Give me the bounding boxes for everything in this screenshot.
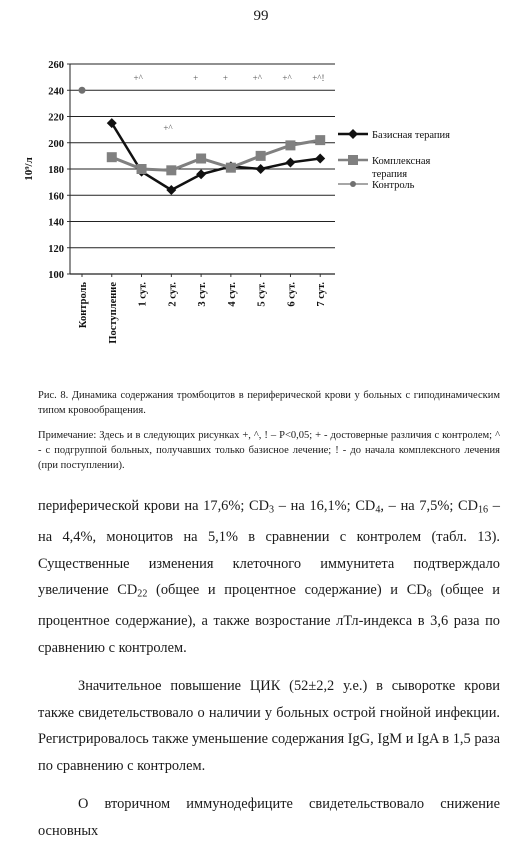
significance-mark-5: +^ [282, 73, 292, 83]
y-tick-label-140: 140 [48, 217, 64, 229]
legend-marker-0 [348, 129, 358, 139]
significance-mark-4: +^ [252, 73, 262, 83]
x-tick-label-1: Поступление [107, 282, 119, 344]
x-tick-label-4: 3 сут. [197, 282, 209, 307]
series-0-point-7 [315, 154, 325, 164]
x-tick-label-2: 1 сут. [137, 282, 149, 307]
series-1-point-0 [107, 152, 117, 162]
series-1-point-4 [226, 163, 236, 173]
p1-text-3: , – на 7,5%; CD [380, 498, 479, 514]
series-1-point-7 [315, 135, 325, 145]
series-line-0 [112, 123, 320, 190]
paragraph-3: О вторичном иммунодефиците свидетельствовало снижение основных [38, 796, 500, 839]
p1-text-1: периферической крови на 17,6%; CD [38, 498, 270, 514]
legend-label-0: Базисная терапия [372, 130, 450, 141]
significance-mark-6: +^! [312, 73, 325, 83]
x-tick-label-7: 6 сут. [286, 282, 298, 307]
legend-label-1-a: Комплексная [372, 156, 431, 167]
series-1-point-3 [196, 154, 206, 164]
x-tick-label-3: 2 сут. [167, 282, 179, 307]
series-0-point-5 [256, 164, 266, 174]
significance-mark-1: +^ [163, 123, 173, 133]
legend-marker-2 [350, 181, 356, 187]
figure-caption: Рис. 8. Динамика содержания тромбоцитов в периферической крови у больных с гиподинамическим типом кровообращения. [38, 390, 500, 416]
x-tick-label-0: Контроль [78, 282, 89, 329]
series-0-point-6 [285, 157, 295, 167]
p1-sub-cd16: 16 [478, 504, 489, 516]
series-1-point-2 [166, 165, 176, 175]
figure-note: Примечание: Здесь и в следующих рисунках +, ^, ! – P<0,05; + - достоверные различия с контролем; ^ - с подгруппой больных, получавших только базисное лечение; ! - до начала комплексного лечения (при поступлении). [38, 430, 500, 471]
legend-label-1-b: терапия [372, 169, 408, 180]
page-number: 99 [253, 8, 269, 24]
body-text [38, 493, 500, 844]
paragraph-2: Значительное повышение ЦИК (52±2,2 у.е.) в сыворотке крови также свидетельствовало о наличии у больных острой гнойной инфекции. Регистрировалось также уменьшение содержания IgG, IgM и IgA в 1,5 раза по сравнению с контролем. [38, 678, 500, 774]
y-tick-label-100: 100 [48, 270, 64, 281]
legend-label-2: Контроль [372, 180, 415, 191]
y-axis-label: 10⁹/л [23, 157, 35, 181]
p1-sub-cd4: 4 [375, 504, 381, 516]
y-tick-label-220: 220 [48, 112, 64, 124]
series-1-point-5 [256, 151, 266, 161]
p1-sub-cd8: 8 [426, 588, 432, 600]
series-2-point-0 [79, 87, 86, 94]
series-1-point-6 [285, 140, 295, 150]
p1-text-4: – на 4,4%, моноцитов на 5,1% в сравнении с контролем (табл. 13). Существенные изменения клеточного иммунитета подтверждало увеличение CD [38, 498, 500, 599]
y-tick-label-200: 200 [48, 138, 64, 150]
p1-text-5: (общее и процентное содержание) и CD [147, 582, 427, 599]
p1-sub-cd3: 3 [269, 504, 275, 516]
y-tick-label-180: 180 [48, 165, 64, 176]
platelet-dynamics-chart [0, 40, 522, 370]
p1-sub-cd22: 22 [137, 588, 148, 600]
p1-text-2: – на 16,1%; CD [274, 498, 376, 514]
paragraph-1 [38, 493, 500, 661]
p1-text-6: (общее и процентное содержание), а также возростание лТл-индекса в 3,6 раза по сравнению с контролем. [38, 582, 501, 656]
x-tick-label-8: 7 сут. [316, 282, 328, 307]
y-tick-label-260: 260 [48, 60, 64, 71]
x-tick-label-5: 4 сут. [226, 282, 238, 307]
significance-mark-0: +^ [133, 73, 143, 83]
significance-mark-3: + [222, 73, 228, 83]
series-0-point-3 [196, 169, 206, 179]
significance-mark-2: + [193, 73, 199, 83]
x-tick-label-6: 5 сут. [256, 282, 268, 307]
y-tick-label-120: 120 [48, 243, 64, 255]
y-tick-label-240: 240 [48, 86, 64, 98]
legend-marker-1 [348, 155, 358, 165]
series-1-point-1 [137, 164, 147, 174]
y-tick-label-160: 160 [48, 191, 64, 203]
